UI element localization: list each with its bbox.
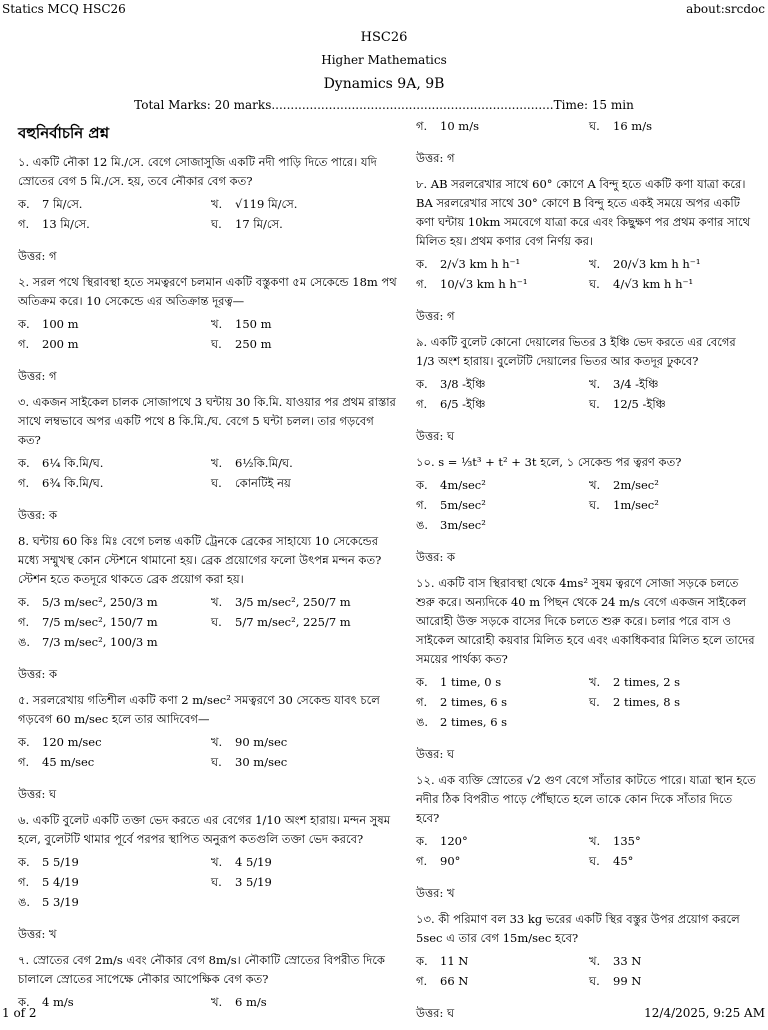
question-block [416, 116, 756, 169]
option [589, 672, 756, 692]
right-question-list [416, 116, 756, 1024]
option [416, 374, 583, 394]
option-letter: ঘ. [589, 119, 600, 133]
option-value: 7/3 m/sec², 100/3 m [42, 635, 158, 649]
option-value: 90 m/sec [235, 735, 288, 749]
question-text: ৫. সরলরেখায় গতিশীল একটি কণা 2 m/sec² সমত্বরণে 30 সেকেন্ড যাবৎ চলে গড়বেগ 60 m/sec হলে তার আদিবেগ— [18, 693, 380, 726]
question-block [416, 574, 756, 765]
option-letter: খ. [211, 317, 223, 331]
option-letter: ঘ. [589, 974, 600, 988]
option-grid [416, 374, 756, 414]
option-value: 250 m [235, 337, 272, 351]
option-letter: খ. [589, 377, 601, 391]
answer-text: উত্তর: ঘ [18, 787, 57, 801]
option-value: 4 5/19 [235, 855, 272, 869]
option [18, 632, 205, 652]
question-text: ৮. AB সরলরেখার সাথে 60° কোণে A বিন্দু হতে একটি কণা যাত্রা করে। BA সরলরেখার সাথে 30° কোণে B বিন্দু হতে একই সময়ে অপর একটি কণা ঘন্টায় 10km সমবেগে যাত্রা করে এবং কিছুক্ষণ পর প্রথম কণার সাথে মিলিত হয়। প্রথম কণার বেগ নির্ণয় কর। [416, 177, 751, 248]
question-text: ১০. s = ⅓t³ + t² + 3t হলে, ১ সেকেন্ড পর ত্বরণ কত? [416, 455, 682, 469]
option-letter: গ. [416, 974, 428, 988]
question-block [18, 273, 398, 387]
option-value: 6¼ কি.মি/ঘ. [42, 456, 104, 470]
option-value: 3 5/19 [235, 875, 272, 889]
question-text: ৭. স্রোতের বেগ 2m/s এবং নৌকার বেগ 8m/s। নৌকাটি স্রোতের বিপরীত দিকে চালালে স্রোতের সাপেক্ষে নৌকার আপেক্ষিক বেগ কত? [18, 953, 385, 986]
option [589, 374, 756, 394]
answer-text: উত্তর: গ [416, 309, 455, 323]
option [589, 851, 756, 871]
option-letter: ঘ. [589, 397, 600, 411]
option-letter: গ. [416, 695, 428, 709]
option [416, 515, 583, 535]
option-letter: গ. [416, 119, 428, 133]
option-letter: ঘ. [589, 277, 600, 291]
answer-text: উত্তর: ক [18, 508, 58, 522]
option-letter: গ. [18, 337, 30, 351]
option [416, 475, 583, 495]
option [416, 851, 583, 871]
left-question-list [18, 153, 398, 1012]
option-value: 10 m/s [440, 119, 479, 133]
answer-text: উত্তর: গ [18, 249, 57, 263]
question-text: ৩. একজন সাইকেল চালক সোজাপথে 3 ঘন্টায় 30 কি.মি. যাওয়ার পর প্রথম রাস্তার সাথে লম্বভাবে অপর একটি পথে 8 কি.মি./ঘ. বেগে 5 ঘন্টা চলল। তার গড়বেগ কত? [18, 395, 396, 447]
option [211, 752, 398, 772]
option-grid [18, 453, 398, 493]
option-letter: খ. [211, 855, 223, 869]
option-value: 5 3/19 [42, 895, 79, 909]
option-value: 2m/sec² [613, 478, 659, 492]
option-value: 1 time, 0 s [440, 675, 502, 689]
option-grid [18, 592, 398, 652]
option-letter: ক. [416, 675, 428, 689]
option [18, 314, 205, 334]
question-block [416, 771, 756, 904]
option-value: 100 m [42, 317, 79, 331]
option-letter: গ. [416, 498, 428, 512]
marks-time-line: Total Marks: 20 marks..........................................................................Time: 15 min [134, 98, 634, 112]
option-value: 6/5 -ইঞ্চি [440, 397, 486, 411]
section-title: বহুনির্বাচনি প্রশ্ন [18, 124, 110, 142]
answer-text: উত্তর: খ [416, 886, 455, 900]
option-letter: খ. [211, 735, 223, 749]
option-letter: গ. [18, 755, 30, 769]
option-value: 150 m [235, 317, 272, 331]
question-block [18, 153, 398, 267]
option-value: 4 m/s [42, 995, 74, 1009]
option [589, 692, 756, 712]
option [416, 831, 583, 851]
answer-text: উত্তর: ঘ [416, 429, 455, 443]
option-grid [416, 254, 756, 294]
option-value: 5m/sec² [440, 498, 486, 512]
option-letter: খ. [211, 995, 223, 1009]
answer-text: উত্তর: ঘ [416, 1006, 455, 1020]
option-value: 135° [613, 834, 641, 848]
option-grid [416, 116, 756, 136]
option-value: 12/5 -ইঞ্চি [613, 397, 666, 411]
option-value: 2 times, 2 s [613, 675, 681, 689]
question-block [18, 691, 398, 805]
option-letter: ঘ. [211, 337, 222, 351]
option-letter: গ. [416, 397, 428, 411]
print-header-title: Statics MCQ HSC26 [2, 2, 126, 16]
option [589, 831, 756, 851]
option-value: 120 m/sec [42, 735, 102, 749]
option-grid [416, 672, 756, 732]
option [18, 214, 205, 234]
option-letter: খ. [589, 954, 601, 968]
option-value: 5/7 m/sec², 225/7 m [235, 615, 351, 629]
option-value: 120° [440, 834, 468, 848]
option-letter: খ. [589, 478, 601, 492]
option [416, 712, 583, 732]
option-value: 3/8 -ইঞ্চি [440, 377, 486, 391]
option-letter: খ. [211, 456, 223, 470]
option-letter: ক. [18, 456, 30, 470]
print-header-url: about:srcdoc [686, 2, 765, 16]
option-value: 7 মি/সে. [42, 197, 83, 211]
option [211, 732, 398, 752]
option-grid [18, 732, 398, 772]
option-value: √119 মি/সে. [235, 197, 298, 211]
option-letter: ক. [416, 834, 428, 848]
answer-text: উত্তর: গ [18, 369, 57, 383]
option [589, 495, 756, 515]
option [18, 612, 205, 632]
option-letter: ঘ. [211, 476, 222, 490]
question-text: ১১. একটি বাস স্থিরাবস্থা থেকে 4ms² সুষম ত্বরণে সোজা সড়কে চলতে শুরু করে। অন্যদিকে 40 m পিছন থেকে 24 m/s বেগে একজন সাইকেল আরোহী উক্ত সড়কে বাসের দিকে চলতে শুরু করে। চলার পরে বাস ও সাইকেল আরোহী কয়বার মিলিত হবে এবং একাধিকবার মিলিত হলে তাদের সময়ের পার্থক্য কত? [416, 576, 755, 666]
option-value: 2 times, 8 s [613, 695, 681, 709]
answer-text: উত্তর: ঘ [416, 747, 455, 761]
option-value: 5 5/19 [42, 855, 79, 869]
option-letter: গ. [416, 277, 428, 291]
option [18, 453, 205, 473]
right-column [416, 116, 756, 1030]
option-value: 16 m/s [613, 119, 652, 133]
option-letter: গ. [18, 615, 30, 629]
option-letter: গ. [18, 875, 30, 889]
question-text: 8. ঘন্টায় 60 কিঃ মিঃ বেগে চলন্ত একটি ট্রেনকে ব্রেকের সাহায্যে 10 সেকেন্ডের মধ্যে সম্মুখস্থ কোন স্টেশনে থামানো হয়। ব্রেক প্রয়োগের ফলো উৎপন্ন মন্দন কত? স্টেশন হতে কতদূরে থাকতে ব্রেক প্রয়োগ করা হয়। [18, 534, 382, 586]
option-value: কোনটিই নয় [235, 476, 291, 490]
option-letter: খ. [589, 257, 601, 271]
option-value: 5/3 m/sec², 250/3 m [42, 595, 158, 609]
option-value: 66 N [440, 974, 469, 988]
option-value: 2 times, 6 s [440, 695, 508, 709]
answer-text: উত্তর: ক [18, 667, 58, 681]
option-letter: ঘ. [589, 854, 600, 868]
option [589, 951, 756, 971]
option [18, 473, 205, 493]
option-letter: খ. [589, 675, 601, 689]
answer-text: উত্তর: ক [416, 550, 456, 564]
answer-text: উত্তর: খ [18, 927, 57, 941]
option-letter: ক. [18, 595, 30, 609]
question-block [416, 333, 756, 447]
option-value: 4m/sec² [440, 478, 486, 492]
option-value: 17 মি/সে. [235, 217, 283, 231]
exam-chapter: Dynamics 9A, 9B [323, 76, 445, 92]
question-text: ২. সরল পথে স্থিরাবস্থা হতে সমত্বরণে চলমান একটি বস্তুকণা ৫ম সেকেন্ডে 18m পথ অতিক্রম করে। 10 সেকেন্ডে এর অতিক্রান্ত দূরত্ব— [18, 275, 397, 308]
option-letter: গ. [18, 476, 30, 490]
option [589, 394, 756, 414]
option-value: 2/√3 km h h⁻¹ [440, 257, 521, 271]
option [211, 314, 398, 334]
option [416, 394, 583, 414]
option-letter: ঘ. [589, 695, 600, 709]
option-grid [416, 475, 756, 535]
option [18, 732, 205, 752]
option [589, 254, 756, 274]
option-grid [18, 194, 398, 234]
option [211, 852, 398, 872]
question-text: ১২. এক ব্যক্তি স্রোতের √2 গুণ বেগে সাঁতার কাটতে পারে। যাত্রা স্থান হতে নদীর ঠিক বিপরীত পাড়ে পৌঁছাতে হলে তাকে কোন দিকে সাঁতার দিতে হবে? [416, 773, 756, 825]
option-grid [416, 831, 756, 871]
option [416, 672, 583, 692]
option-grid [18, 314, 398, 354]
option [211, 612, 398, 632]
option-letter: ঘ. [211, 217, 222, 231]
option-value: 30 m/sec [235, 755, 288, 769]
option [18, 592, 205, 612]
option [18, 872, 205, 892]
option [416, 692, 583, 712]
option-value: 45 m/sec [42, 755, 95, 769]
option-value: 4/√3 km h h⁻¹ [613, 277, 694, 291]
option-letter: ঘ. [211, 615, 222, 629]
option-value: 6½কি.মি/ঘ. [235, 456, 293, 470]
option [18, 892, 205, 912]
question-block [18, 811, 398, 945]
option-letter: গ. [18, 217, 30, 231]
option-letter: ঙ. [18, 895, 31, 909]
option [18, 194, 205, 214]
option-value: 6¾ কি.মি/ঘ. [42, 476, 104, 490]
question-block [18, 951, 398, 1012]
option [18, 752, 205, 772]
question-text: ১. একটি নৌকা 12 মি./সে. বেগে সোজাসুজি একটি নদী পাড়ি দিতে পারে। যদি স্রোতের বেগ 5 মি./সে. হয়, তবে নৌকার বেগ কত? [18, 155, 377, 188]
option [416, 971, 583, 991]
option [18, 852, 205, 872]
option [211, 592, 398, 612]
exam-subject: Higher Mathematics [321, 53, 447, 67]
option-letter: ক. [18, 735, 30, 749]
option-letter: গ. [416, 854, 428, 868]
option [211, 473, 398, 493]
option-value: 1m/sec² [613, 498, 659, 512]
option [18, 334, 205, 354]
question-text: ৯. একটি বুলেট কোনো দেয়ালের ভিতর 3 ইঞ্চি ভেদ করতে এর বেগের 1/3 অংশ হারায়। বুলেটটি দেয়ালের ভিতর আর কতদূর ঢুকবে? [416, 335, 736, 368]
option [211, 453, 398, 473]
option-letter: ঙ. [416, 715, 429, 729]
option-letter: ক. [416, 954, 428, 968]
option-value: 6 m/s [235, 995, 267, 1009]
option [416, 116, 583, 136]
question-block [18, 532, 398, 685]
option [211, 872, 398, 892]
exam-code: HSC26 [360, 30, 408, 45]
option [589, 971, 756, 991]
option-value: 3/4 -ইঞ্চি [613, 377, 659, 391]
option-letter: ঘ. [211, 875, 222, 889]
question-text: ৬. একটি বুলেট একটি তক্তা ভেদ করতে এর বেগের 1/10 অংশ হারায়। মন্দন সুষম হলে, বুলেটটি থামার পূর্বে পরপর স্থাপিত অনুরূপ কতগুলি তক্তা ভেদ করবে? [18, 813, 391, 846]
option-letter: খ. [211, 197, 223, 211]
option-value: 3m/sec² [440, 518, 486, 532]
option-grid [416, 951, 756, 991]
option-letter: ঙ. [18, 635, 31, 649]
option-value: 7/5 m/sec², 150/7 m [42, 615, 158, 629]
option [211, 992, 398, 1012]
option-value: 33 N [613, 954, 642, 968]
option-value: 11 N [440, 954, 469, 968]
print-footer-datetime: 12/4/2025, 9:25 AM [644, 1006, 765, 1020]
option-letter: ক. [416, 478, 428, 492]
option-value: 45° [613, 854, 634, 868]
option-letter: খ. [589, 834, 601, 848]
option-value: 200 m [42, 337, 79, 351]
question-text: ১৩. কী পরিমাণ বল 33 kg ভরের একটি স্থির বস্তুর উপর প্রয়োগ করলে 5sec এ তার বেগ 15m/sec হবে? [416, 912, 740, 945]
option-value: 10/√3 km h h⁻¹ [440, 277, 528, 291]
option-letter: ক. [18, 197, 30, 211]
answer-text: উত্তর: গ [416, 151, 455, 165]
question-block [416, 175, 756, 327]
option [589, 475, 756, 495]
option-letter: ক. [18, 995, 30, 1009]
print-footer-page: 1 of 2 [2, 1006, 37, 1020]
option [211, 334, 398, 354]
option-value: 90° [440, 854, 461, 868]
option-value: 99 N [613, 974, 642, 988]
option [416, 254, 583, 274]
option-value: 2 times, 6 s [440, 715, 508, 729]
option-letter: ঘ. [211, 755, 222, 769]
option [18, 992, 205, 1012]
option [589, 116, 756, 136]
option-value: 13 মি/সে. [42, 217, 90, 231]
option [416, 951, 583, 971]
option-letter: ঘ. [589, 498, 600, 512]
question-block [18, 393, 398, 526]
option-letter: ক. [416, 257, 428, 271]
left-column [18, 122, 398, 1016]
option-letter: ক. [18, 855, 30, 869]
option [211, 214, 398, 234]
option-value: 3/5 m/sec², 250/7 m [235, 595, 351, 609]
option [589, 274, 756, 294]
option-letter: খ. [211, 595, 223, 609]
option-letter: ক. [416, 377, 428, 391]
option-value: 5 4/19 [42, 875, 79, 889]
option-letter: ঙ. [416, 518, 429, 532]
option-grid [18, 992, 398, 1012]
option-grid [18, 852, 398, 912]
option [416, 274, 583, 294]
question-block [416, 453, 756, 568]
option-letter: ক. [18, 317, 30, 331]
option-value: 20/√3 km h h⁻¹ [613, 257, 701, 271]
option [416, 495, 583, 515]
option [211, 194, 398, 214]
